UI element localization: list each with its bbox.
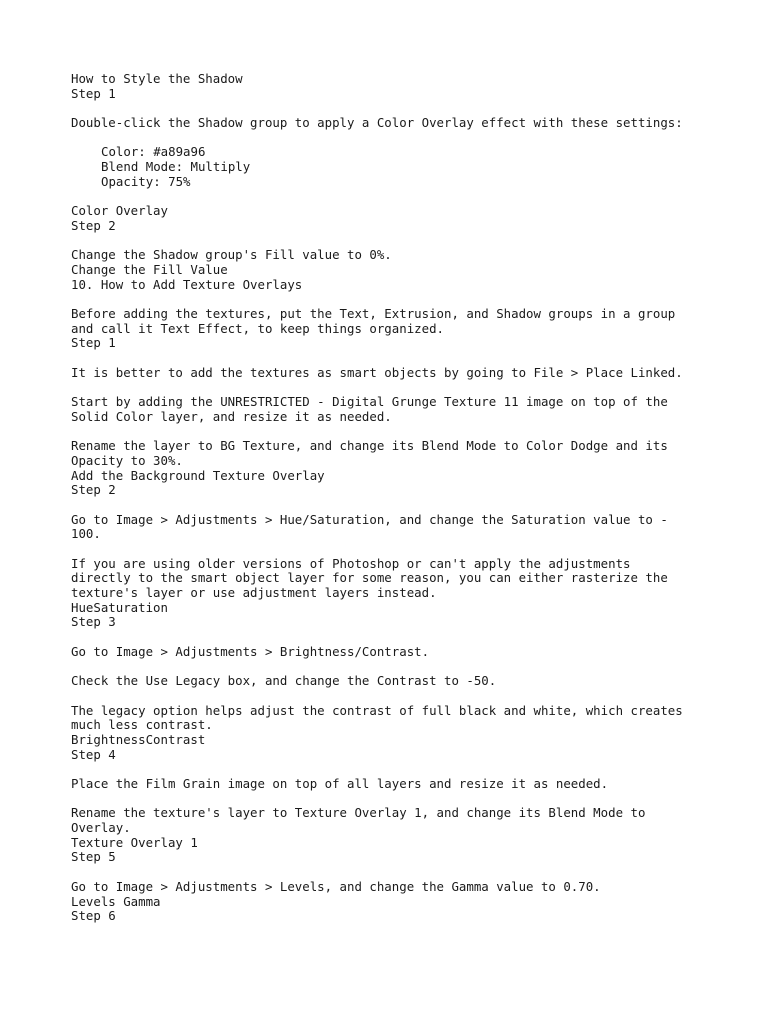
paragraph-line: Overlay. xyxy=(71,820,131,836)
image-caption: Levels Gamma xyxy=(71,893,161,909)
paragraph: Double-click the Shadow group to apply a Color Overlay effect with these settings: xyxy=(71,115,683,131)
blank-line xyxy=(71,190,711,205)
paragraph: Go to Image > Adjustments > Brightness/Contrast. xyxy=(71,643,430,659)
paragraph-line: much less contrast. xyxy=(71,717,213,733)
blank-line xyxy=(71,234,711,249)
section-heading: How to Style the Shadow xyxy=(71,71,243,86)
paragraph-line: Rename the layer to BG Texture, and change its Blend Mode to Color Dodge and its xyxy=(71,438,668,454)
step-label: Step 3 xyxy=(71,614,116,630)
paragraph: It is better to add the textures as smart objects by going to File > Place Linked. xyxy=(71,364,683,380)
paragraph-line: The legacy option helps adjust the contrast of full black and white, which creates xyxy=(71,702,683,718)
blank-line xyxy=(71,689,711,704)
blank-line xyxy=(71,101,711,116)
paragraph: Go to Image > Adjustments > Levels, and change the Gamma value to 0.70. xyxy=(71,878,601,894)
paragraph: Change the Shadow group's Fill value to 0%. xyxy=(71,247,392,263)
step-label: Step 5 xyxy=(71,849,116,865)
paragraph-line: directly to the smart object layer for some reason, you can either rasterize the xyxy=(71,570,668,586)
paragraph-line: 100. xyxy=(71,526,101,542)
setting-color: Color: #a89a96 xyxy=(101,144,206,160)
paragraph-line: and call it Text Effect, to keep things organized. xyxy=(71,320,444,336)
paragraph-line: texture's layer or use adjustment layers instead. xyxy=(71,585,437,601)
blank-line xyxy=(71,792,711,807)
paragraph-line: If you are using older versions of Photoshop or can't apply the adjustments xyxy=(71,555,631,571)
paragraph-line: Before adding the textures, put the Text, Extrusion, and Shadow groups in a group xyxy=(71,306,676,321)
section-heading: 10. How to Add Texture Overlays xyxy=(71,276,303,292)
step-label: Step 2 xyxy=(71,482,116,498)
blank-line xyxy=(71,292,711,307)
paragraph-line: Opacity to 30%. xyxy=(71,452,183,468)
blank-line xyxy=(71,762,711,777)
paragraph-line: Rename the texture's layer to Texture Overlay 1, and change its Blend Mode to xyxy=(71,805,646,821)
blank-line xyxy=(71,425,711,440)
paragraph-line: Start by adding the UNRESTRICTED - Digital Grunge Texture 11 image on top of the xyxy=(71,394,668,410)
paragraph-line: Go to Image > Adjustments > Hue/Saturation, and change the Saturation value to - xyxy=(71,511,668,527)
paragraph-line: Solid Color layer, and resize it as needed. xyxy=(71,408,392,424)
blank-line xyxy=(71,498,711,513)
image-caption: Color Overlay xyxy=(71,203,168,219)
step-label: Step 4 xyxy=(71,746,116,762)
step-label: Step 6 xyxy=(71,908,116,924)
image-caption: Texture Overlay 1 xyxy=(71,834,198,850)
blank-line xyxy=(71,865,711,880)
blank-line xyxy=(71,542,711,557)
document-body xyxy=(71,72,711,924)
image-caption: Add the Background Texture Overlay xyxy=(71,467,325,483)
image-caption: Change the Fill Value xyxy=(71,261,228,277)
step-label: Step 2 xyxy=(71,217,116,233)
blank-line xyxy=(71,630,711,645)
step-label: Step 1 xyxy=(71,335,116,351)
setting-opacity: Opacity: 75% xyxy=(101,173,191,189)
setting-blend-mode: Blend Mode: Multiply xyxy=(101,159,251,175)
step-label: Step 1 xyxy=(71,85,116,101)
image-caption: BrightnessContrast xyxy=(71,731,206,747)
paragraph: Check the Use Legacy box, and change the Contrast to -50. xyxy=(71,673,497,689)
blank-line xyxy=(71,380,711,395)
blank-line xyxy=(71,131,711,146)
paragraph: Place the Film Grain image on top of all layers and resize it as needed. xyxy=(71,776,609,791)
blank-line xyxy=(71,351,711,366)
blank-line xyxy=(71,660,711,675)
image-caption: HueSaturation xyxy=(71,599,168,615)
